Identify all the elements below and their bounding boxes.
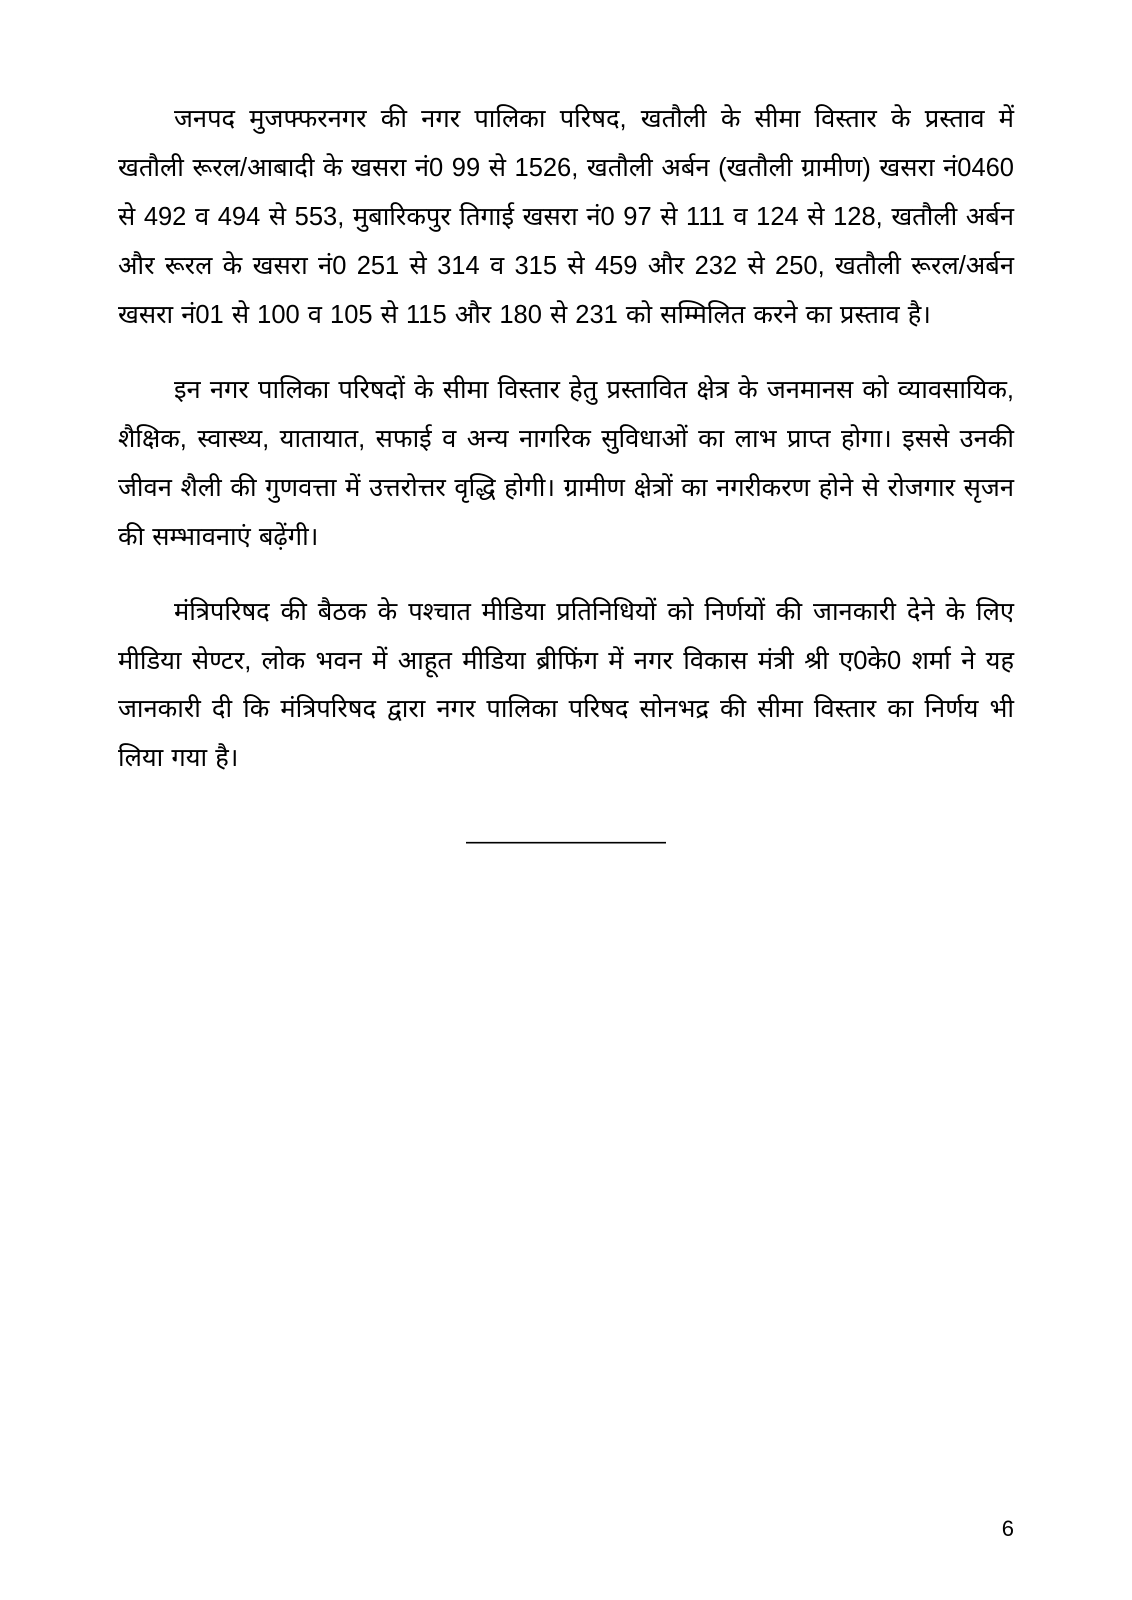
paragraph-2: इन नगर पालिका परिषदों के सीमा विस्तार हेतु प्रस्तावित क्षेत्र के जनमानस को व्यावसायिक, शैक्षिक, स्वास्थ्य, यातायात, सफाई व अन्य नागरिक सुविधाओं का लाभ प्राप्त होगा। इससे उनकी जीवन शैली की गुणवत्ता में उत्तरोत्तर वृद्धि होगी। ग्रामीण क्षेत्रों का नगरीकरण होने से रोजगार सृजन की सम्भावनाएं बढ़ेंगी। [118, 375, 1014, 551]
section-divider: ———————— [466, 827, 666, 856]
page-number: 6 [1001, 1516, 1014, 1541]
paragraph-3: मंत्रिपरिषद की बैठक के पश्चात मीडिया प्रतिनिधियों को निर्णयों की जानकारी देने के लिए मीडिया सेण्टर, लोक भवन में आहूत मीडिया ब्रीफिंग में नगर विकास मंत्री श्री ए0के0 शर्मा ने यह जानकारी दी कि मंत्रिपरिषद द्वारा नगर पालिका परिषद सोनभद्र की सीमा विस्तार का निर्णय भी लिया गया है। [118, 597, 1014, 773]
paragraph-1: जनपद मुजफ्फरनगर की नगर पालिका परिषद, खतौली के सीमा विस्तार के प्रस्ताव में खतौली रूरल/आबादी के खसरा नं0 99 से 1526, खतौली अर्बन (खतौली ग्रामीण) खसरा नं0460 से 492 व 494 से 553, मुबारिकपुर तिगाई खसरा नं0 97 से 111 व 124 से 128, खतौली अर्बन और रूरल के खसरा नं0 251 से 314 व 315 से 459 और 232 से 250, खतौली रूरल/अर्बन खसरा नं01 से 100 व 105 से 115 और 180 से 231 को सम्मिलित करने का प्रस्ताव है। [118, 105, 1014, 329]
document-body [118, 95, 1014, 865]
